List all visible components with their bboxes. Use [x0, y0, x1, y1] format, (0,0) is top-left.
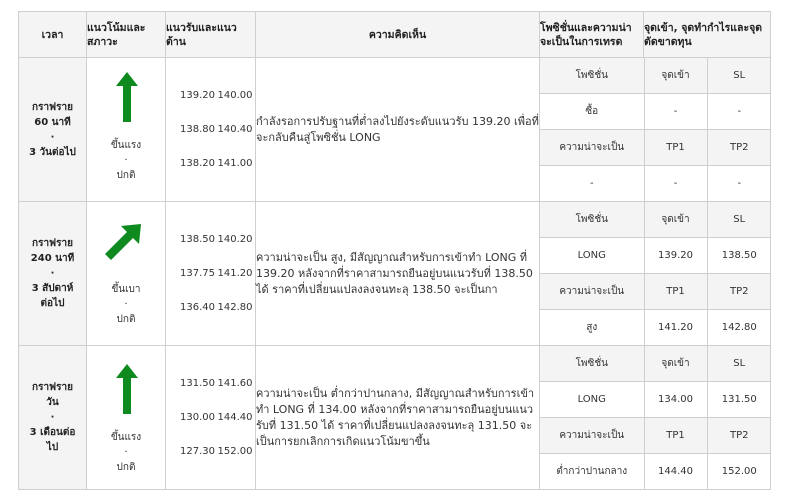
level-pair	[166, 257, 255, 291]
support-level: 130.00	[180, 412, 215, 423]
probability-label: ความน่าจะเป็น	[540, 274, 644, 310]
resistance-level: 144.40	[217, 412, 253, 423]
tp2-value: 152.00	[707, 454, 771, 490]
level-pair	[166, 79, 255, 113]
level-pair	[166, 223, 255, 257]
period-line: 60 นาที	[34, 116, 71, 128]
resistance-level: 141.00	[217, 158, 253, 169]
resistance-level: 141.60	[217, 378, 253, 389]
entry-value: 139.20	[644, 238, 707, 274]
period-line: ·	[50, 412, 55, 423]
header-period: เวลา	[19, 12, 87, 58]
tp2-value: 142.80	[707, 310, 771, 346]
trend-condition: ปกติ	[116, 170, 136, 181]
period-line: ไป	[46, 442, 59, 453]
probability-label: ความน่าจะเป็น	[540, 418, 644, 454]
trend-strength: ขึ้นเบา	[111, 284, 141, 295]
header-entry: จุดเข้า, จุดทำกำไรและจุดตัดขาดทุน	[644, 12, 771, 58]
levels-cell	[166, 58, 256, 202]
support-level: 127.30	[180, 446, 215, 457]
header-row	[19, 12, 771, 58]
support-level: 138.80	[180, 124, 215, 135]
trend-condition: ปกติ	[116, 314, 136, 325]
period-line: 3 วันต่อไป	[29, 146, 76, 158]
up-arrow-icon	[107, 364, 147, 414]
sl-value: 138.50	[707, 238, 771, 274]
comment-cell: ความน่าจะเป็น สูง, มีสัญญาณสำหรับการเข้าทำ LONG ที่ 139.20 หลังจากที่ราคาสามารถยืนอยู่บนแนวรับที่ 138.50 ได้ ราคาที่เปลี่ยนแปลงลงจนทะลุ 138.50 จะเป็นกา	[256, 202, 540, 346]
period-line: กราฟราย	[32, 382, 73, 393]
period-cell	[19, 346, 87, 490]
period-line: 3 เดือนต่อ	[29, 427, 76, 438]
entry-value: -	[644, 94, 707, 130]
comment-cell: ความน่าจะเป็น ต่ำกว่าปานกลาง, มีสัญญาณสำหรับการเข้าทำ LONG ที่ 134.00 หลังจากที่ราคาสามารถยืนอยู่บนแนวรับที่ 131.50 ได้ ราคาที่เปลี่ยนแปลงลงจนทะลุ 131.50 จะเป็นการยกเลิกการเกิดแนวโน้มขาขึ้น	[256, 346, 540, 490]
period-line: 240 นาที	[30, 253, 75, 264]
trend-cell	[87, 58, 166, 202]
header-levels	[166, 12, 256, 58]
support-level: 131.50	[180, 378, 215, 389]
support-level: 138.20	[180, 158, 215, 169]
tp1-value: 141.20	[644, 310, 707, 346]
resistance-level: 140.40	[217, 124, 253, 135]
resistance-level: 152.00	[217, 446, 253, 457]
position-label: โพซิชั่น	[540, 202, 644, 238]
trend-separator: ·	[124, 447, 128, 458]
entry-label: จุดเข้า	[644, 346, 707, 382]
header-trend-text: แนวโน้มและสภาวะ	[87, 21, 146, 48]
period-line: กราฟราย	[32, 101, 73, 113]
position-value: LONG	[540, 238, 644, 274]
period-line: ·	[50, 131, 55, 143]
tp2-label: TP2	[707, 418, 771, 454]
tp1-value: 144.40	[644, 454, 707, 490]
tp1-value: -	[644, 166, 707, 202]
position-label: โพซิชั่น	[540, 346, 644, 382]
position-value: ซื้อ	[540, 94, 644, 130]
level-pair	[166, 113, 255, 147]
level-pair	[166, 367, 255, 401]
trade-grid	[540, 58, 771, 202]
resistance-level: 140.20	[217, 234, 253, 245]
sl-label: SL	[707, 346, 771, 382]
table-row	[19, 202, 771, 346]
period-line: ·	[50, 268, 55, 279]
sl-label: SL	[707, 58, 771, 94]
trend-separator: ·	[124, 299, 128, 310]
period-line: กราฟราย	[32, 238, 73, 249]
sl-label: SL	[707, 202, 771, 238]
trend-strength: ขึ้นแรง	[110, 140, 142, 151]
tp2-label: TP2	[707, 274, 771, 310]
position-value: LONG	[540, 382, 644, 418]
trade-grid	[540, 346, 771, 490]
trend-cell	[87, 202, 166, 346]
period-line: วัน	[46, 397, 59, 408]
tp2-label: TP2	[707, 130, 771, 166]
header-comment: ความคิดเห็น	[256, 12, 540, 58]
probability-value: -	[589, 178, 594, 189]
position-label: โพซิชั่น	[540, 58, 644, 94]
header-levels-text: แนวรับและแนวต้าน	[166, 21, 237, 48]
level-pair	[166, 435, 255, 469]
entry-label: จุดเข้า	[644, 58, 707, 94]
resistance-level: 141.20	[217, 268, 253, 279]
tp1-label: TP1	[644, 274, 707, 310]
table-row	[19, 346, 771, 490]
period-cell	[19, 58, 87, 202]
probability-value: ต่ำกว่าปานกลาง	[556, 466, 628, 477]
levels-cell	[166, 346, 256, 490]
probability-value: สูง	[586, 322, 598, 333]
header-position: โพซิชั่นและความน่าจะเป็นในการเทรด	[540, 12, 644, 58]
trend-cell	[87, 346, 166, 490]
sl-value: -	[707, 94, 771, 130]
level-pair	[166, 147, 255, 181]
trend-strength: ขึ้นแรง	[110, 432, 142, 443]
level-pair	[166, 401, 255, 435]
tp2-value: -	[707, 166, 771, 202]
trend-separator: ·	[124, 155, 128, 166]
tp1-label: TP1	[644, 130, 707, 166]
resistance-level: 140.00	[217, 90, 253, 101]
table-row	[19, 58, 771, 202]
level-pair	[166, 291, 255, 325]
period-line: 3 สัปดาห์	[31, 283, 74, 294]
period-line: ต่อไป	[40, 298, 65, 309]
support-level: 137.75	[180, 268, 215, 279]
comment-cell: กำลังรอการปรับฐานที่ต่ำลงไปยังระดับแนวรับ 139.20 เพื่อที่จะกลับคืนสู่โพซิชั่น LONG	[256, 58, 540, 202]
analysis-table	[18, 11, 771, 490]
levels-cell	[166, 202, 256, 346]
trade-grid	[540, 202, 771, 346]
up-arrow-icon	[107, 72, 147, 122]
diagonal-up-arrow-icon	[101, 220, 151, 270]
support-level: 136.40	[180, 302, 215, 313]
probability-label: ความน่าจะเป็น	[540, 130, 644, 166]
support-level: 138.50	[180, 234, 215, 245]
entry-value: 134.00	[644, 382, 707, 418]
tp1-label: TP1	[644, 418, 707, 454]
header-trend	[87, 12, 166, 58]
sl-value: 131.50	[707, 382, 771, 418]
period-cell	[19, 202, 87, 346]
trend-condition: ปกติ	[116, 462, 136, 473]
entry-label: จุดเข้า	[644, 202, 707, 238]
resistance-level: 142.80	[217, 302, 253, 313]
support-level: 139.20	[180, 90, 215, 101]
